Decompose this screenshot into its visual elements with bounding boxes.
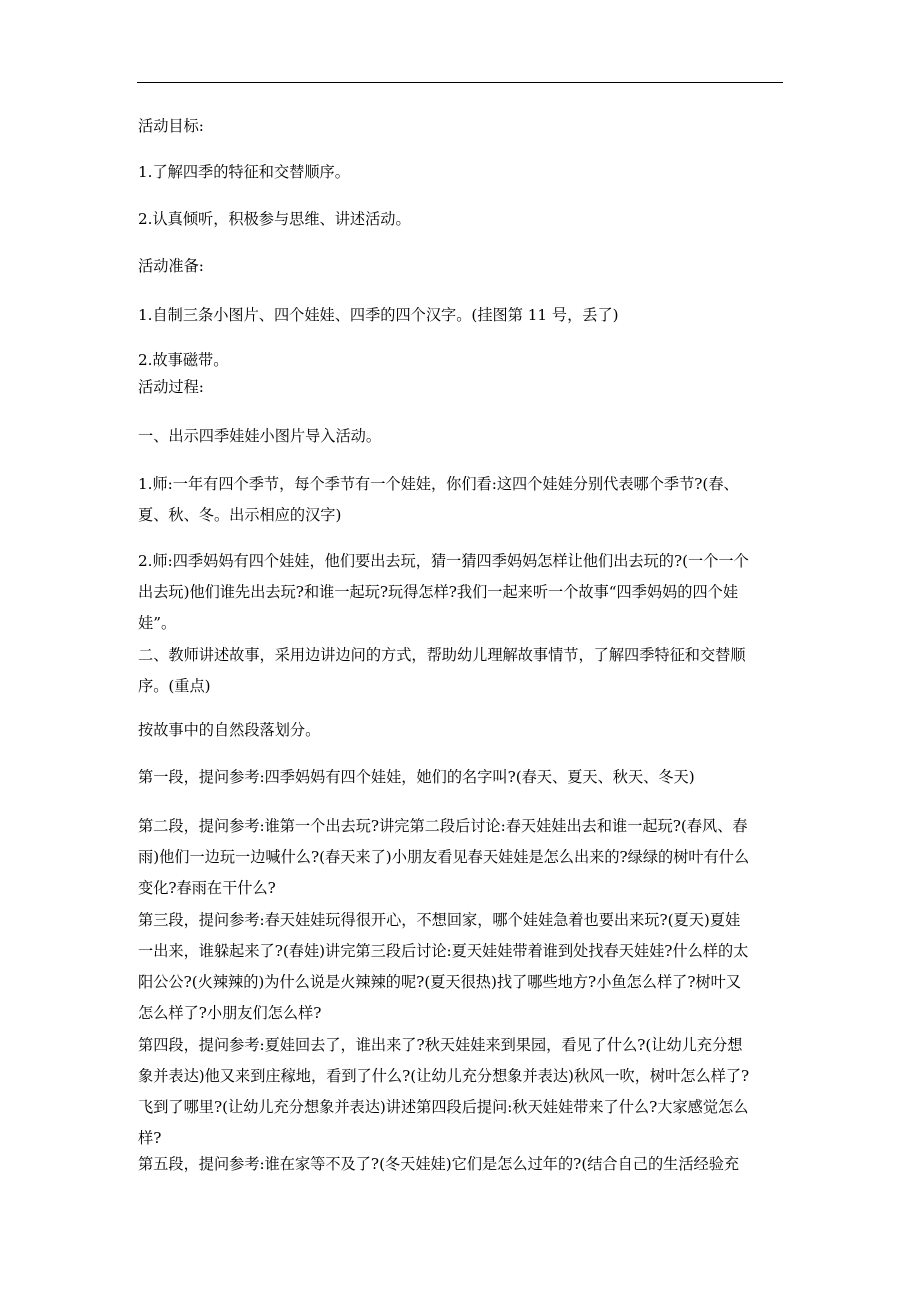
text-line: 第一段，提问参考:四季妈妈有四个娃娃，她们的名字叫?(春天、夏天、秋天、冬天) <box>138 768 695 786</box>
text-line: 娃”。 <box>138 614 177 632</box>
text-line: 按故事中的自然段落划分。 <box>138 721 321 739</box>
text-line: 活动目标: <box>138 117 204 135</box>
header-rule <box>137 82 783 83</box>
text-line: 1.师:一年有四个季节，每个季节有一个娃娃，你们看:这四个娃娃分别代表哪个季节?(春、 <box>138 475 739 493</box>
text-line: 活动准备: <box>138 257 204 275</box>
text-line: 活动过程: <box>138 378 204 396</box>
process-step-1 <box>138 421 788 452</box>
text-line: 一、出示四季娃娃小图片导入活动。 <box>138 427 381 445</box>
text-line: 夏、秋、冬。出示相应的汉字) <box>138 506 342 524</box>
story-section-3 <box>138 905 788 1029</box>
goal-item-2 <box>138 204 788 235</box>
process-step-1-item-1 <box>138 469 788 531</box>
text-line: 怎么样了?小朋友们怎么样? <box>138 1004 322 1022</box>
story-section-4 <box>138 1030 788 1154</box>
text-line: 二、教师讲述故事，采用边讲边问的方式，帮助幼儿理解故事情节，了解四季特征和交替顺 <box>138 646 746 664</box>
preparation-item-1 <box>138 300 788 331</box>
story-section-5 <box>138 1149 788 1180</box>
text-line: 2.师:四季妈妈有四个娃娃，他们要出去玩，猜一猜四季妈妈怎样让他们出去玩的?(一个一个 <box>138 552 749 570</box>
text-line: 第五段，提问参考:谁在家等不及了?(冬天娃娃)它们是怎么过年的?(结合自己的生活经验充 <box>138 1155 740 1173</box>
text-line: 象并表达)他又来到庄稼地，看到了什么?(让幼儿充分想象并表达)秋风一吹，树叶怎么样了? <box>138 1067 750 1085</box>
process-step-1-item-2 <box>138 546 788 639</box>
text-line: 第三段，提问参考:春天娃娃玩得很开心，不想回家，哪个娃娃急着也要出来玩?(夏天)夏娃 <box>138 911 741 929</box>
text-line: 雨)他们一边玩一边喊什么?(春天来了)小朋友看见春天娃娃是怎么出来的?绿绿的树叶有什么 <box>138 848 750 866</box>
text-line: 变化?春雨在干什么? <box>138 879 276 897</box>
text-line: 第二段，提问参考:谁第一个出去玩?讲完第二段后讨论:春天娃娃出去和谁一起玩?(春风、春 <box>138 817 748 835</box>
text-line: 序。(重点) <box>138 677 211 695</box>
text-line: 1.了解四季的特征和交替顺序。 <box>138 163 350 181</box>
goal-item-1 <box>138 157 788 188</box>
text-line: 第四段，提问参考:夏娃回去了，谁出来了?秋天娃娃来到果园，看见了什么?(让幼儿充分想 <box>138 1036 743 1054</box>
story-section-2 <box>138 811 788 904</box>
text-line: 阳公公?(火辣辣的)为什么说是火辣辣的呢?(夏天很热)找了哪些地方?小鱼怎么样了?树叶又 <box>138 973 742 991</box>
heading-activity-preparation <box>138 251 788 282</box>
text-line: 2.认真倾听，积极参与思维、讲述活动。 <box>138 210 411 228</box>
text-line: 一出来，谁躲起来了?(春娃)讲完第三段后讨论:夏天娃娃带着谁到处找春天娃娃?什么样的太 <box>138 942 749 960</box>
heading-activity-process <box>138 372 788 403</box>
heading-activity-goals <box>138 111 788 142</box>
text-line: 飞到了哪里?(让幼儿充分想象并表达)讲述第四段后提问:秋天娃娃带来了什么?大家感觉怎么 <box>138 1098 749 1116</box>
process-step-2-note <box>138 715 788 746</box>
text-line: 出去玩)他们谁先出去玩?和谁一起玩?玩得怎样?我们一起来听一个故事“四季妈妈的四个娃 <box>138 583 739 601</box>
story-section-1 <box>138 762 788 793</box>
text-line: 2.故事磁带。 <box>138 351 229 369</box>
process-step-2 <box>138 640 788 702</box>
text-line: 1.自制三条小图片、四个娃娃、四季的四个汉字。(挂图第 11 号，丢了) <box>138 306 619 324</box>
text-line: 样? <box>138 1129 162 1147</box>
